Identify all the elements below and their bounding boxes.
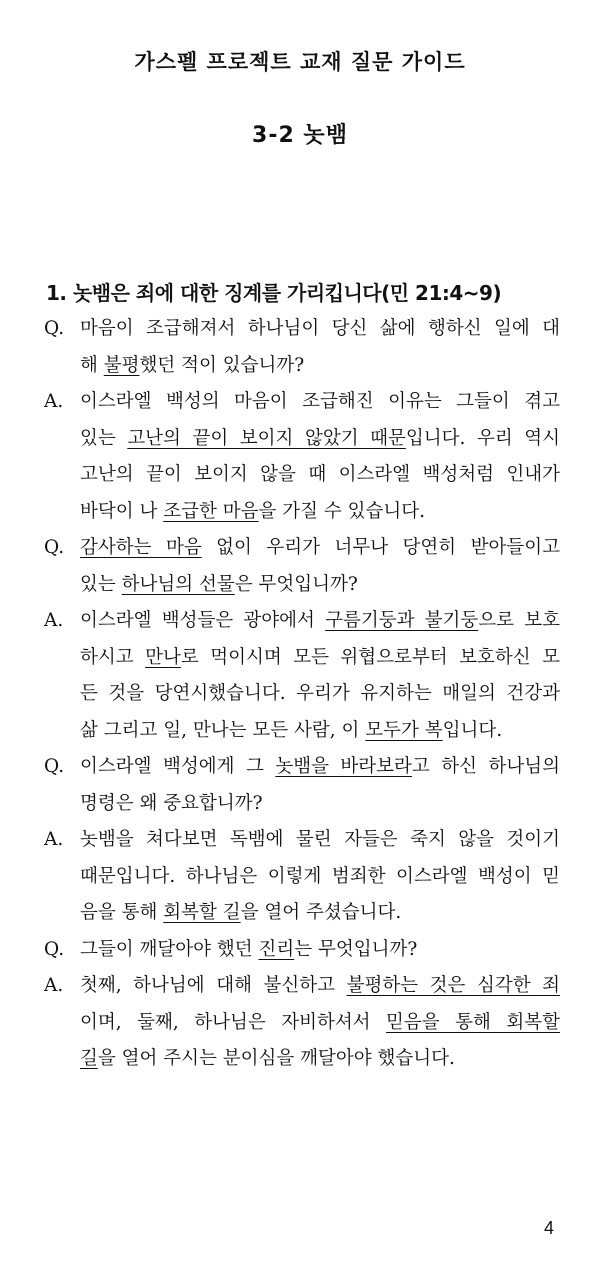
text-segment: 을 열어 주시는 분이심을 깨달아야 했습니다.: [97, 1048, 455, 1069]
text-line: [44, 384, 560, 421]
text-segment: 해: [80, 354, 104, 376]
text-line: [44, 567, 560, 604]
qa-list: [44, 311, 560, 1078]
text-segment: 음을 통해: [80, 902, 164, 923]
underlined-text: 회복할 길: [163, 902, 241, 923]
text-line: [44, 822, 560, 859]
text-segment: 은 무엇입니까?: [234, 573, 358, 595]
underlined-text: 만나: [145, 646, 181, 668]
underlined-text: 고난의 끝이 보이지 않았기 때문: [127, 427, 406, 449]
question-label: Q.: [44, 756, 65, 777]
underlined-text: 불평하는 것은 심각한 죄: [346, 975, 560, 996]
text-segment: 놋뱀을 쳐다보면 독뱀에 물린 자들은 죽지 않을 것이기: [80, 829, 560, 850]
answer-block: [44, 822, 560, 932]
text-segment: 있는: [80, 573, 122, 595]
underlined-text: 조급한 마음: [163, 500, 259, 522]
underlined-text: 구름기둥과 불기둥: [325, 610, 479, 631]
text-line: [44, 713, 560, 750]
text-segment: 이스라엘 백성들은 광야에서: [80, 610, 326, 631]
text-segment: 입니다. 우리 역시: [405, 427, 560, 449]
lesson-title: 3-2 놋뱀: [252, 123, 348, 148]
text-line: [44, 457, 560, 494]
underlined-text: 모두가 복: [365, 719, 443, 741]
underlined-text: 길: [80, 1048, 98, 1069]
text-line: [44, 530, 560, 567]
answer-block: [44, 968, 560, 1078]
text-segment: 있는: [80, 427, 128, 449]
answer-label: A.: [44, 610, 64, 631]
text-segment: 든 것을 당연시했습니다. 우리가 유지하는 매일의 건강과: [80, 683, 560, 704]
answer-label: A.: [44, 391, 64, 412]
text-segment: 첫째, 하나님에 대해 불신하고: [80, 975, 347, 996]
underlined-text: 진리: [258, 938, 295, 960]
page-number: 4: [543, 1218, 554, 1238]
text-line: [44, 895, 560, 932]
text-segment: 이스라엘 백성에게 그: [80, 756, 276, 777]
question-label: Q.: [44, 318, 65, 339]
question-block: [44, 311, 560, 384]
text-segment: 하시고: [80, 646, 146, 668]
text-segment: 고난의 끝이 보이지 않을 때 이스라엘 백성처럼 인내가: [80, 464, 560, 485]
text-segment: 바닥이 나: [80, 500, 164, 522]
text-line: [44, 1041, 560, 1078]
underlined-text: 놋뱀을 바라보라: [275, 756, 412, 777]
text-line: [44, 494, 560, 531]
text-segment: 마음이 조급해져서 하나님이 당신 삶에 행하신 일에 대: [80, 318, 560, 339]
answer-label: A.: [44, 829, 64, 850]
document-title: 가스펠 프로젝트 교재 질문 가이드: [134, 50, 466, 74]
text-line: [44, 676, 560, 713]
question-block: [44, 749, 560, 822]
text-segment: 을 가질 수 있습니다.: [258, 500, 425, 522]
text-line: [44, 859, 560, 896]
text-line: [44, 932, 560, 969]
text-line: [44, 786, 560, 823]
text-segment: 을 열어 주셨습니다.: [240, 902, 402, 923]
text-segment: 고 하신 하나님의: [411, 756, 560, 777]
underlined-text: 믿음을 통해 회복할: [386, 1011, 560, 1033]
text-line: [44, 603, 560, 640]
question-block: [44, 932, 560, 969]
text-line: [44, 749, 560, 786]
text-segment: 는 무엇입니까?: [294, 938, 418, 960]
text-segment: 명령은 왜 중요합니까?: [80, 792, 263, 814]
text-segment: 이스라엘 백성의 마음이 조급해진 이유는 그들이 겪고: [80, 391, 560, 412]
text-segment: 했던 적이 있습니까?: [139, 354, 305, 376]
text-line: [44, 968, 560, 1005]
answer-label: A.: [44, 975, 64, 996]
text-segment: 이며, 둘째, 하나님은 자비하셔서: [80, 1011, 387, 1033]
text-segment: 로 먹이시며 모든 위협으로부터 보호하신 모: [180, 646, 560, 668]
text-line: [44, 1005, 560, 1042]
question-block: [44, 530, 560, 603]
text-line: [44, 348, 560, 385]
answer-block: [44, 603, 560, 749]
section-heading: 1. 놋뱀은 죄에 대한 징계를 가리킵니다(민 21:4~9): [46, 281, 502, 305]
underlined-text: 하나님의 선물: [121, 573, 235, 595]
text-segment: 입니다.: [442, 719, 503, 741]
text-segment: 때문입니다. 하나님은 이렇게 범죄한 이스라엘 백성이 믿: [80, 865, 560, 887]
text-segment: 없이 우리가 너무나 당연히 받아들이고: [201, 537, 560, 558]
underlined-text: 불평: [103, 354, 140, 376]
text-line: [44, 311, 560, 348]
question-label: Q.: [44, 537, 65, 558]
text-line: [44, 640, 560, 677]
text-line: [44, 421, 560, 458]
text-segment: 으로 보호: [478, 610, 560, 631]
text-segment: 삶 그리고 일, 만나는 모든 사람, 이: [80, 719, 366, 741]
underlined-text: 감사하는 마음: [80, 537, 202, 558]
question-label: Q.: [44, 938, 65, 960]
text-segment: 그들이 깨달아야 했던: [80, 938, 259, 960]
answer-block: [44, 384, 560, 530]
